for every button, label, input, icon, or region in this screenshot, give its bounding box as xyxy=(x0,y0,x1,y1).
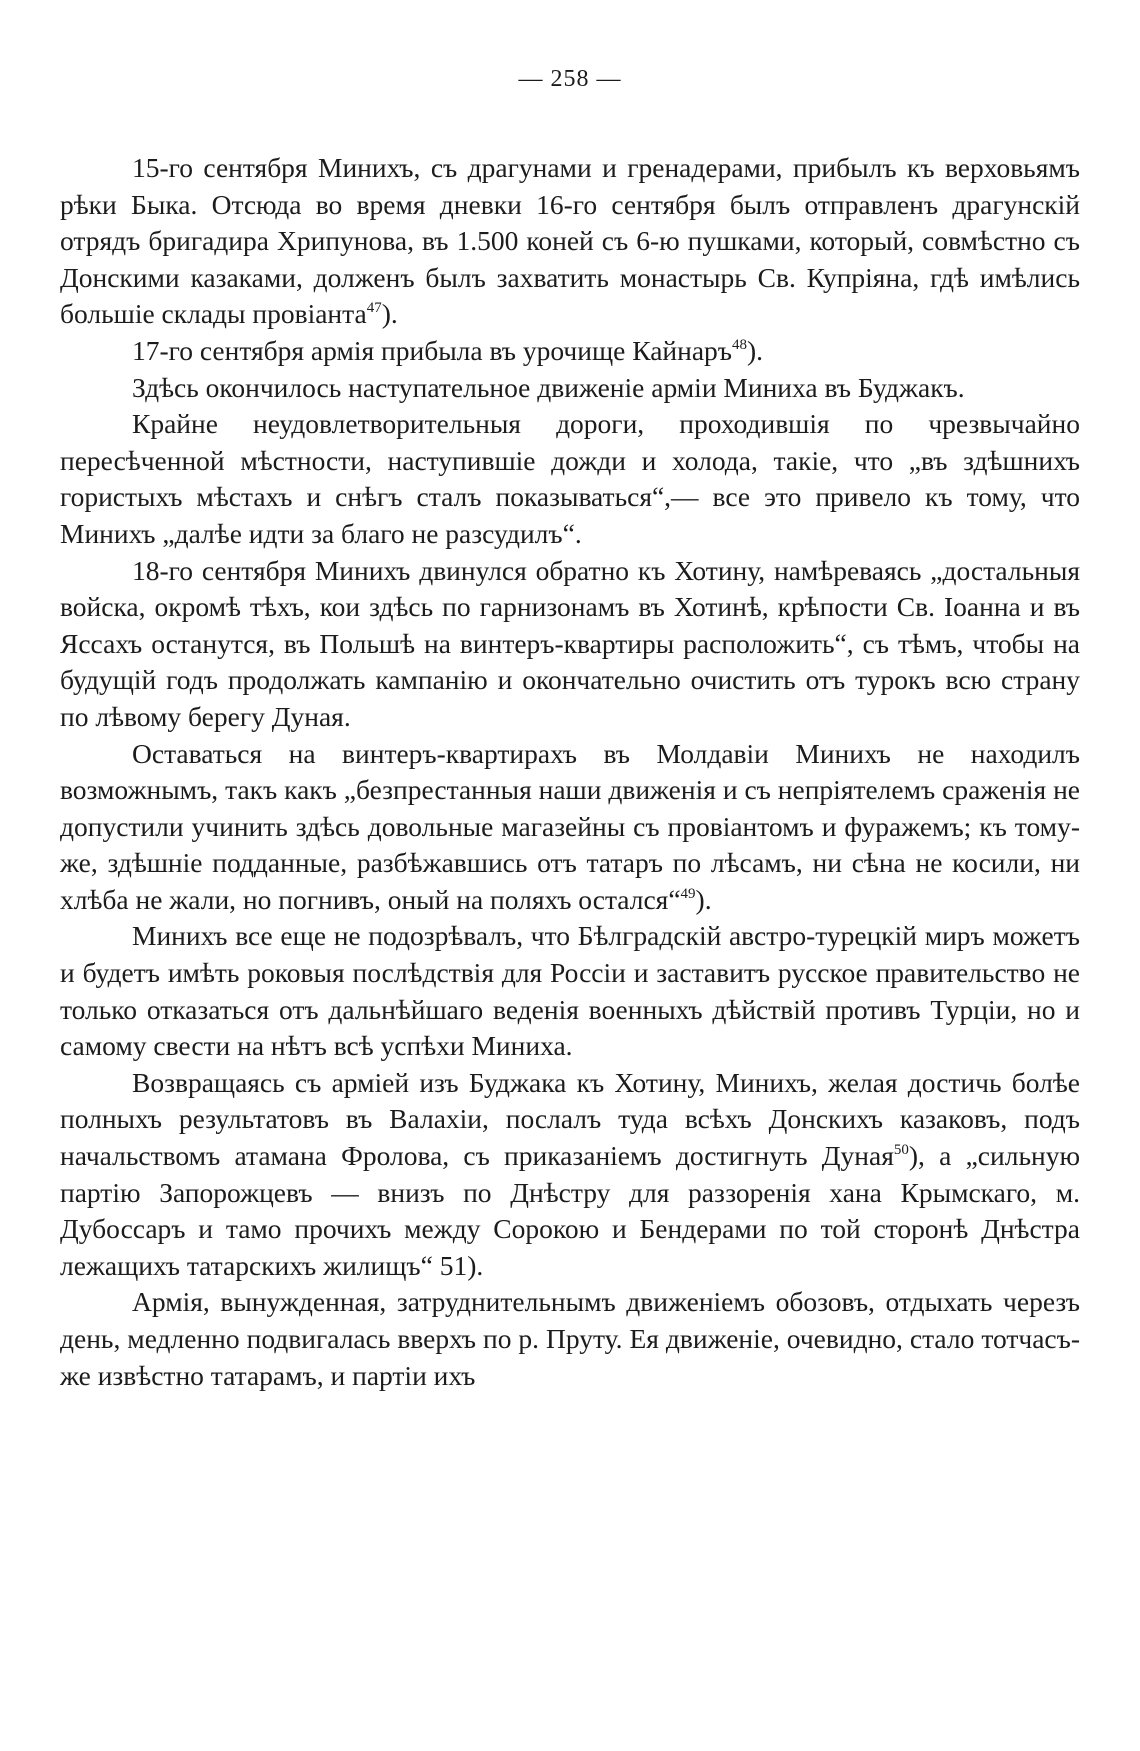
paragraph-text: Возвращаясь съ арміей изъ Буджака къ Хотину, Минихъ, желая достичь болѣе полныхъ результатовъ въ Валахіи, послалъ туда всѣхъ Донскихъ казаковъ, подъ начальствомъ атамана Фролова, съ приказаніемъ достигнуть Дуная xyxy=(60,1066,1080,1172)
paragraph-text: 15-го сентября Минихъ, съ драгунами и гренадерами, прибылъ къ верховьямъ рѣки Быка. Отсюда во время дневки 16-го сентября былъ отправленъ драгунскій отрядъ бригадира Хрипунова, въ 1.500 коней съ 6-ю пушками, который, совмѣстно съ Донскими казаками, долженъ былъ захватить монастырь Св. Купріяна, гдѣ имѣлись большіе склады провіанта xyxy=(60,152,1080,330)
paragraph-1 xyxy=(60,150,1080,333)
paragraph-8 xyxy=(60,1065,1080,1285)
paragraph-end: ). xyxy=(695,883,712,915)
paragraph-9 xyxy=(60,1284,1080,1394)
paragraph-5 xyxy=(60,553,1080,736)
footnote-marker: 48 xyxy=(732,336,748,353)
paragraph-3 xyxy=(60,370,1080,407)
paragraph-text: Армія, вынужденная, затруднительнымъ движеніемъ обозовъ, отдыхать черезъ день, медленно подвигалась вверхъ по р. Пруту. Ея движеніе, очевидно, стало тотчасъ-же извѣстно татарамъ, и партіи ихъ xyxy=(60,1286,1080,1391)
paragraph-7 xyxy=(60,918,1080,1064)
paragraph-end: ). xyxy=(381,298,398,330)
paragraph-text: Здѣсь окончилось наступательное движеніе арміи Миниха въ Буджакъ. xyxy=(132,371,965,403)
footnote-marker: 47 xyxy=(366,300,382,317)
footnote-marker: 49 xyxy=(680,885,696,902)
paragraph-end: ). xyxy=(747,334,764,366)
paragraph-text: 17-го сентября армія прибыла въ урочище Кайнаръ xyxy=(132,334,733,366)
paragraph-6 xyxy=(60,736,1080,919)
paragraph-text: Оставаться на винтеръ-квартирахъ въ Молдавіи Минихъ не находилъ возможнымъ, такъ какъ „безпрестанныя наши движенія и съ непріятелемъ сраженія не допустили учинить здѣсь довольные магазейны съ провіантомъ и фуражемъ; къ тому-же, здѣшніе подданные, разбѣжавшись отъ татаръ по лѣсамъ, ни сѣна не косили, ни хлѣба не жали, но погнивъ, оный на поляхъ остался“ xyxy=(60,737,1080,915)
page-number: — 258 — xyxy=(518,66,622,92)
body-text xyxy=(60,150,1080,1394)
paragraph-2 xyxy=(60,333,1080,370)
paragraph-text: 18-го сентября Минихъ двинулся обратно къ Хотину, намѣреваясь „достальныя войска, окромѣ тѣхъ, кои здѣсь по гарнизонамъ въ Хотинѣ, крѣпости Св. Іоанна и въ Яссахъ останутся, въ Польшѣ на винтеръ-квартиры расположить“, съ тѣмъ, чтобы на будущій годъ продолжать кампанію и окончательно очистить отъ турокъ всю страну по лѣвому берегу Дуная. xyxy=(60,554,1080,732)
paragraph-4 xyxy=(60,406,1080,552)
paragraph-end: ), а „сильную партію Запорожцевъ — внизъ по Днѣстру для раззоренія хана Крымскаго, м. Дубоссаръ и тамо прочихъ между Сорокою и Бендерами по той сторонѣ Днѣстра лежащихъ татарскихъ жилищъ“ 51). xyxy=(60,1140,1080,1281)
footnote-marker: 50 xyxy=(893,1142,909,1159)
paragraph-text: Крайне неудовлетворительныя дороги, проходившія по чрезвычайно пересѣченной мѣстности, наступившіе дожди и холода, такіе, что „въ здѣшнихъ гористыхъ мѣстахъ и снѣгъ сталъ показываться“,— все это привело къ тому, что Минихъ „далѣе идти за благо не разсудилъ“. xyxy=(60,408,1080,549)
paragraph-text: Минихъ все еще не подозрѣвалъ, что Бѣлградскій австро-турецкій миръ можетъ и будетъ имѣть роковыя послѣдствія для Россіи и заставитъ русское правительство не только отказаться отъ дальнѣйшаго веденія военныхъ дѣйствій противъ Турціи, но и самому свести на нѣтъ всѣ успѣхи Миниха. xyxy=(60,920,1080,1062)
